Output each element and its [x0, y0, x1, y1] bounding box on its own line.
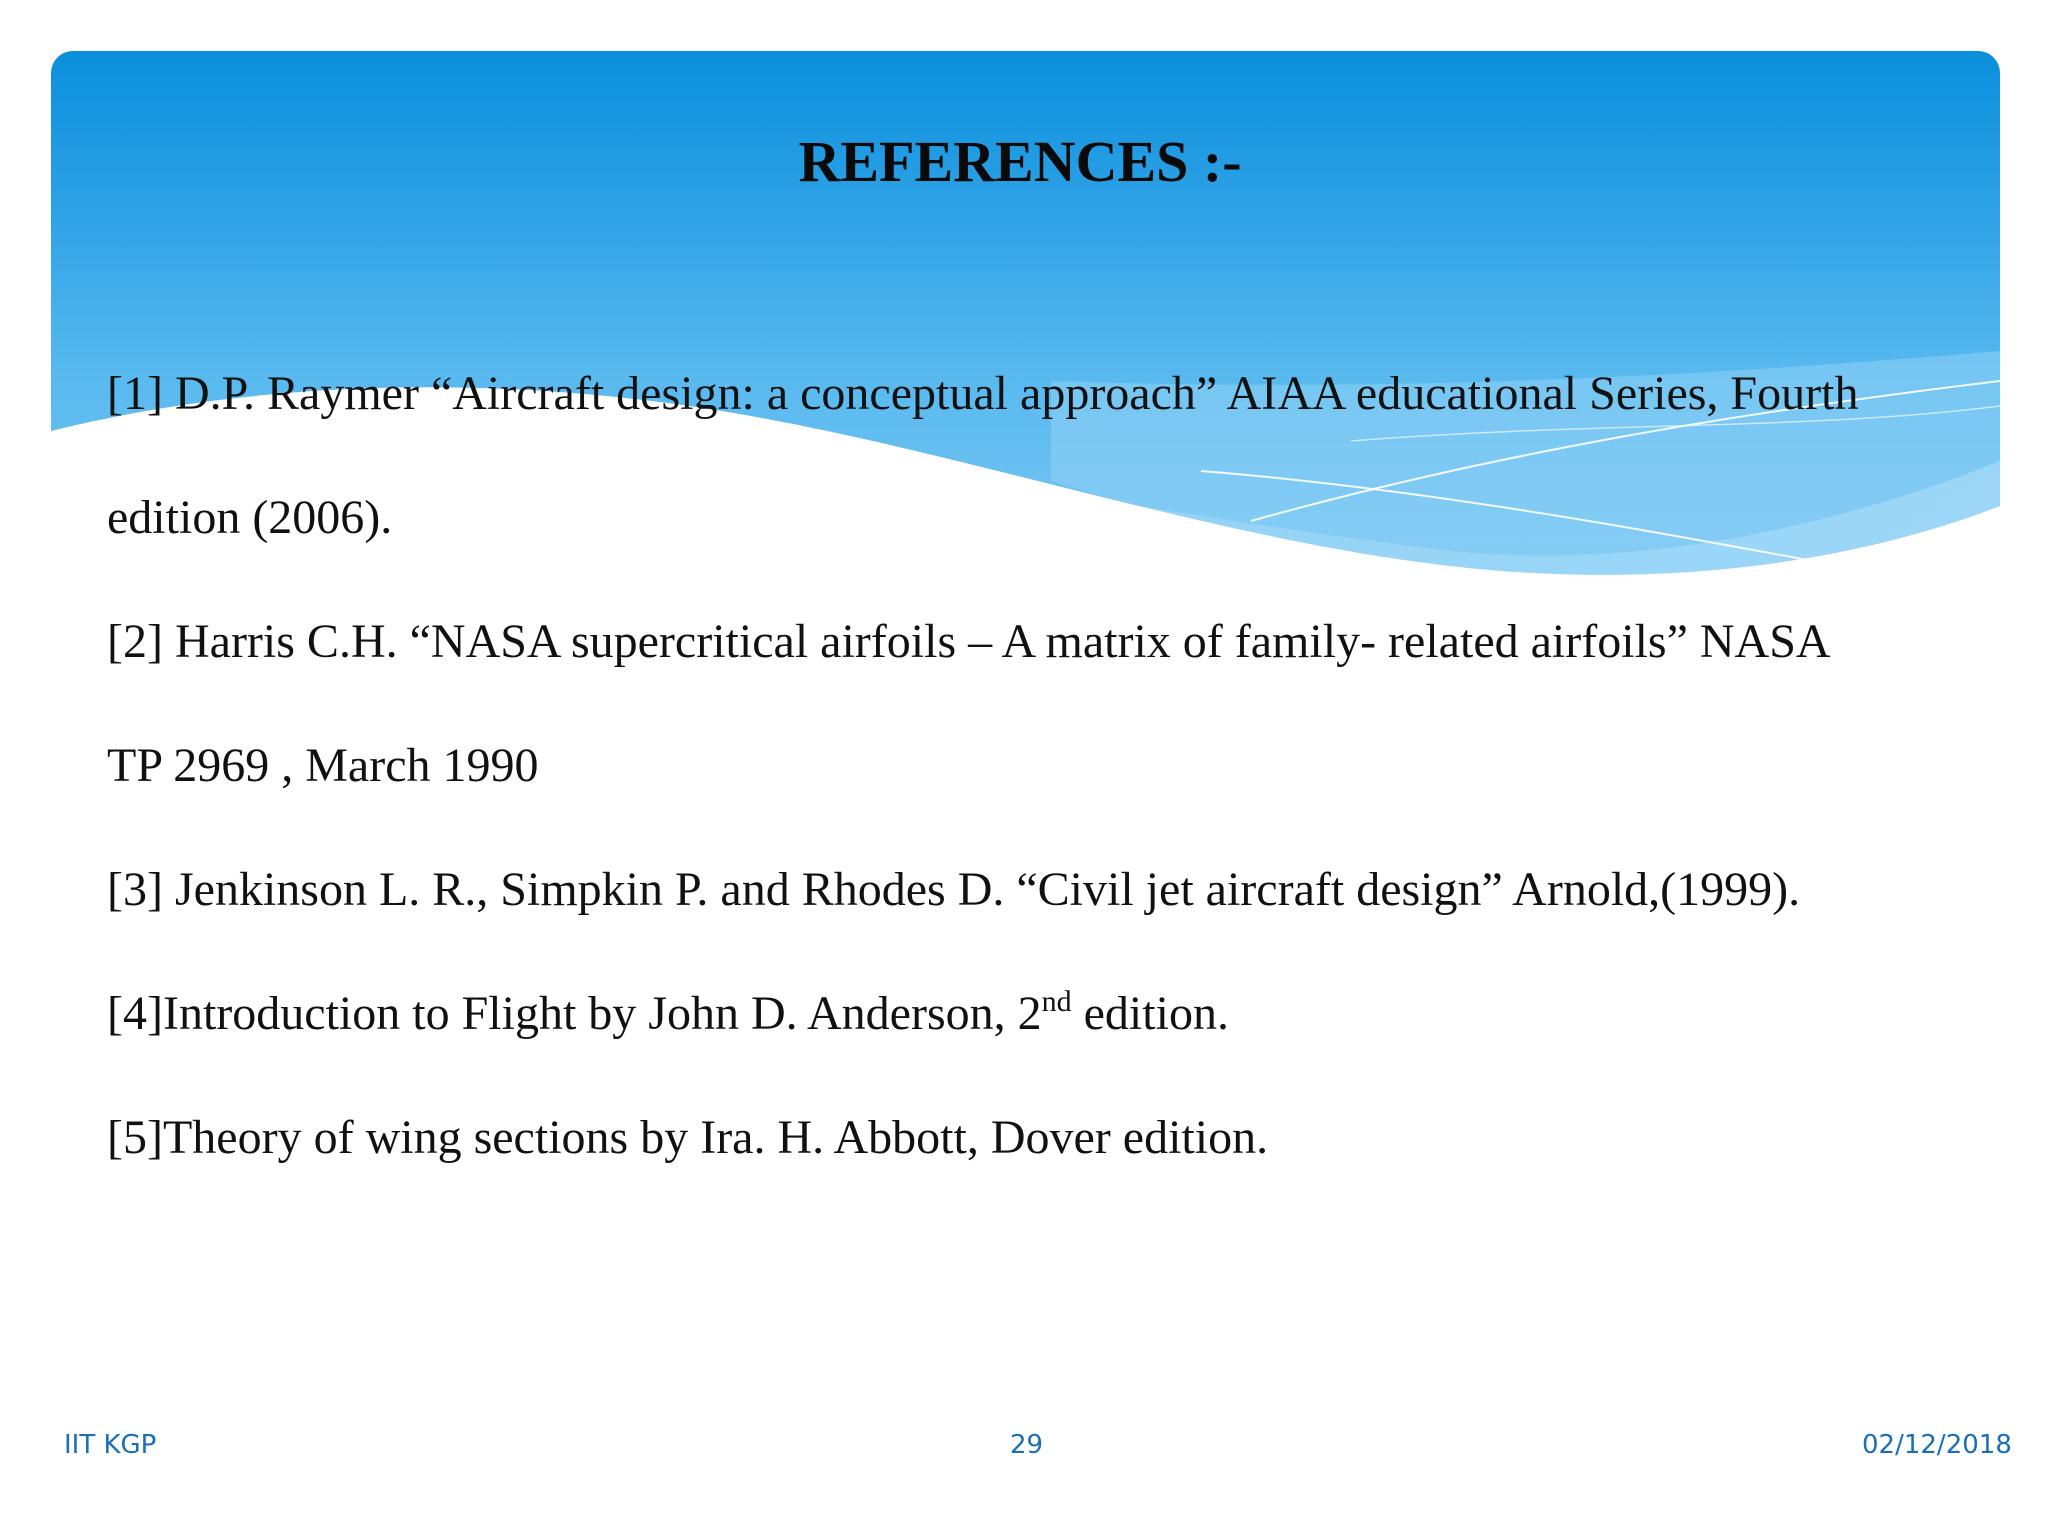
reference-2-line-2: TP 2969 , March 1990: [107, 739, 539, 792]
footer-date: 02/12/2018: [1862, 1430, 2012, 1460]
reference-4: [107, 952, 2007, 1076]
reference-3: [3] Jenkinson L. R., Simpkin P. and Rhodes D. “Civil jet aircraft design” Arnold,(1999).: [107, 863, 1801, 916]
footer-organization: IIT KGP: [64, 1430, 157, 1460]
slide-title: REFERENCES :-: [798, 129, 1242, 194]
reference-5: [5]Theory of wing sections by Ira. H. Abbott, Dover edition.: [107, 1111, 1269, 1164]
reference-4-suffix: edition.: [1071, 987, 1229, 1040]
reference-4-superscript: nd: [1041, 985, 1072, 1018]
reference-4-text: [4]Introduction to Flight by John D. Anderson, 2: [107, 987, 1042, 1040]
footer-page-number: 29: [1010, 1430, 1044, 1460]
reference-1-line-2: edition (2006).: [107, 491, 393, 544]
reference-1-line-1: [1] D.P. Raymer “Aircraft design: a conceptual approach” AIAA educational Series, Fourth: [107, 367, 1859, 420]
reference-2-line-1: [2] Harris C.H. “NASA supercritical airfoils – A matrix of family- related airfoils” NASA: [107, 615, 1831, 668]
